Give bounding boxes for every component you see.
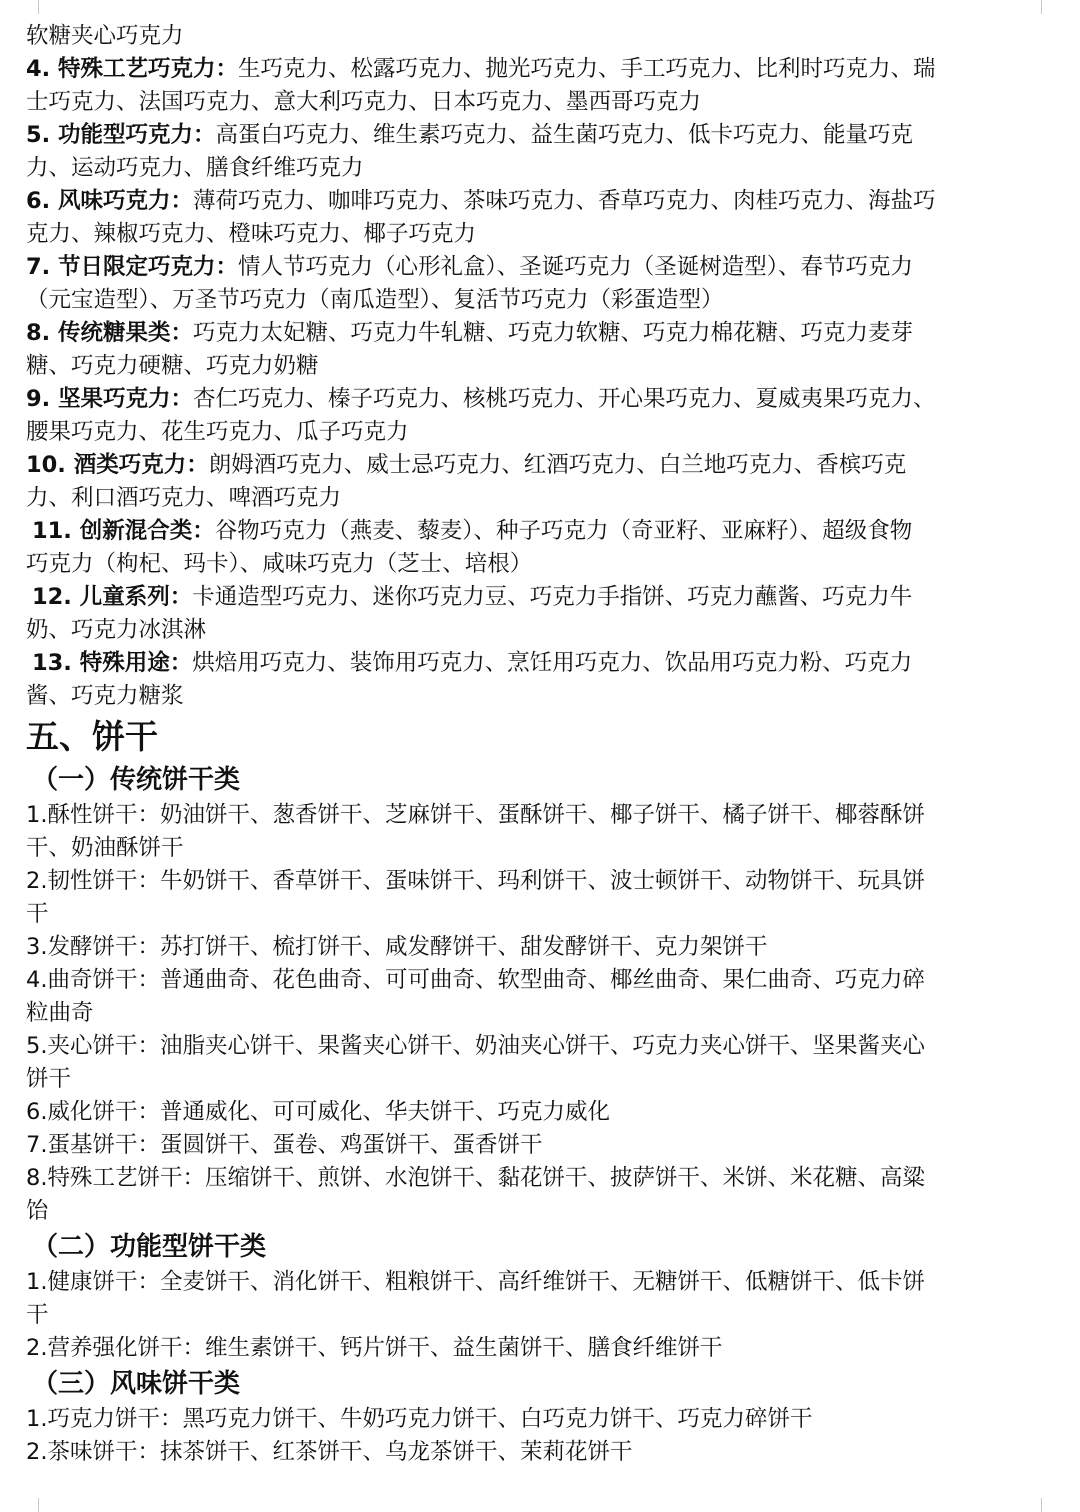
list-item: [26, 449, 1052, 482]
crop-mark-bottom-right: [1041, 1498, 1056, 1512]
list-item: [26, 383, 1052, 416]
list-item-continuation: 酱、巧克力糖浆: [26, 683, 184, 709]
list-item-continuation: （元宝造型）、万圣节巧克力（南瓜造型）、复活节巧克力（彩蛋造型）: [26, 287, 724, 313]
text-line: 饼干: [26, 1066, 72, 1092]
text-line: 2.韧性饼干：牛奶饼干、香草饼干、蛋味饼干、玛利饼干、波士顿饼干、动物饼干、玩具饼: [26, 868, 925, 894]
chocolate-list: [26, 53, 1052, 713]
list-item: [26, 119, 1052, 152]
list-item-label: 4. 特殊工艺巧克力：: [26, 56, 239, 82]
list-item-text: 巧克力太妃糖、巧克力牛轧糖、巧克力软糖、巧克力棉花糖、巧克力麦芽: [193, 320, 914, 346]
crop-mark-top-right: [1041, 0, 1056, 14]
list-item-label: 11. 创新混合类：: [32, 518, 215, 544]
text-line: 干、奶油酥饼干: [26, 835, 184, 861]
list-item: [26, 251, 1052, 284]
text-line: 粒曲奇: [26, 1000, 94, 1026]
list-item-text: 杏仁巧克力、榛子巧克力、核桃巧克力、开心果巧克力、夏威夷果巧克力、: [193, 386, 936, 412]
list-item-text: 卡通造型巧克力、迷你巧克力豆、巧克力手指饼、巧克力蘸酱、巧克力牛: [192, 584, 913, 610]
list-item-text: 烘焙用巧克力、装饰用巧克力、烹饪用巧克力、饮品用巧克力粉、巧克力: [192, 650, 913, 676]
text-line: 软糖夹心巧克力: [26, 23, 184, 49]
document-page: [26, 20, 1052, 1469]
list-item-continuation: 士巧克力、法国巧克力、意大利巧克力、日本巧克力、墨西哥巧克力: [26, 89, 702, 115]
text-line: 4.曲奇饼干：普通曲奇、花色曲奇、可可曲奇、软型曲奇、椰丝曲奇、果仁曲奇、巧克力碎: [26, 967, 925, 993]
list-item-continuation: 巧克力（枸杞、玛卡）、咸味巧克力（芝士、培根）: [26, 551, 533, 577]
list-item-label: 12. 儿童系列：: [32, 584, 193, 610]
list-item-continuation: 腰果巧克力、花生巧克力、瓜子巧克力: [26, 419, 409, 445]
text-line: 1.酥性饼干：奶油饼干、葱香饼干、芝麻饼干、蛋酥饼干、椰子饼干、橘子饼干、椰蓉酥饼: [26, 802, 925, 828]
list-item-text: 高蛋白巧克力、维生素巧克力、益生菌巧克力、低卡巧克力、能量巧克: [215, 122, 914, 148]
text-line: 干: [26, 901, 49, 927]
text-line: 1.巧克力饼干：黑巧克力饼干、牛奶巧克力饼干、白巧克力饼干、巧克力碎饼干: [26, 1406, 813, 1432]
list-item-label: 10. 酒类巧克力：: [26, 452, 209, 478]
text-line: 2.茶味饼干：抹茶饼干、红茶饼干、乌龙茶饼干、茉莉花饼干: [26, 1439, 633, 1465]
list-item-text: 谷物巧克力（燕麦、藜麦）、种子巧克力（奇亚籽、亚麻籽）、超级食物: [214, 518, 913, 544]
list-item: [26, 53, 1052, 86]
section-title: 五、饼干: [26, 717, 158, 756]
text-line: 干: [26, 1302, 49, 1328]
list-item-text: 朗姆酒巧克力、威士忌巧克力、红酒巧克力、白兰地巧克力、香槟巧克: [208, 452, 907, 478]
list-item-continuation: 力、利口酒巧克力、啤酒巧克力: [26, 485, 342, 511]
text-line: 3.发酵饼干：苏打饼干、梳打饼干、咸发酵饼干、甜发酵饼干、克力架饼干: [26, 934, 768, 960]
list-item-continuation: 奶、巧克力冰淇淋: [26, 617, 207, 643]
list-item-label: 5. 功能型巧克力：: [26, 122, 216, 148]
list-item-label: 13. 特殊用途：: [32, 650, 193, 676]
list-item-text: 薄荷巧克力、咖啡巧克力、茶味巧克力、香草巧克力、肉桂巧克力、海盐巧: [193, 188, 936, 214]
text-line: 7.蛋基饼干：蛋圆饼干、蛋卷、鸡蛋饼干、蛋香饼干: [26, 1132, 543, 1158]
text-line: 饴: [26, 1198, 49, 1224]
subsection-title: （二）功能型饼干类: [32, 1232, 267, 1262]
text-line: 2.营养强化饼干：维生素饼干、钙片饼干、益生菌饼干、膳食纤维饼干: [26, 1335, 723, 1361]
text-line: 5.夹心饼干：油脂夹心饼干、果酱夹心饼干、奶油夹心饼干、巧克力夹心饼干、坚果酱夹心: [26, 1033, 925, 1059]
crop-mark-top-left: [24, 0, 39, 14]
subsection-title: （一）传统饼干类: [32, 765, 241, 795]
list-item-label: 7. 节日限定巧克力：: [26, 254, 239, 280]
text-line: 6.威化饼干：普通威化、可可威化、华夫饼干、巧克力威化: [26, 1099, 610, 1125]
list-item-continuation: 克力、辣椒巧克力、橙味巧克力、椰子巧克力: [26, 221, 477, 247]
list-item-label: 9. 坚果巧克力：: [26, 386, 194, 412]
biscuit-subsections: [26, 761, 1052, 1469]
list-item: [26, 317, 1052, 350]
text-line: 8.特殊工艺饼干：压缩饼干、煎饼、水泡饼干、黏花饼干、披萨饼干、米饼、米花糖、高粱: [26, 1165, 925, 1191]
list-item-continuation: 糖、巧克力硬糖、巧克力奶糖: [26, 353, 319, 379]
list-item: [26, 581, 1052, 614]
list-item-continuation: 力、运动巧克力、膳食纤维巧克力: [26, 155, 364, 181]
list-item: [26, 185, 1052, 218]
list-item-label: 8. 传统糖果类：: [26, 320, 194, 346]
list-item-text: 情人节巧克力（心形礼盒）、圣诞巧克力（圣诞树造型）、春节巧克力: [238, 254, 914, 280]
list-item: [26, 647, 1052, 680]
text-line: 1.健康饼干：全麦饼干、消化饼干、粗粮饼干、高纤维饼干、无糖饼干、低糖饼干、低卡饼: [26, 1269, 925, 1295]
list-item: [26, 515, 1052, 548]
list-item-text: 生巧克力、松露巧克力、抛光巧克力、手工巧克力、比利时巧克力、瑞: [238, 56, 936, 82]
list-item-label: 6. 风味巧克力：: [26, 188, 194, 214]
crop-mark-bottom-left: [24, 1498, 39, 1512]
subsection-title: （三）风味饼干类: [32, 1369, 241, 1399]
